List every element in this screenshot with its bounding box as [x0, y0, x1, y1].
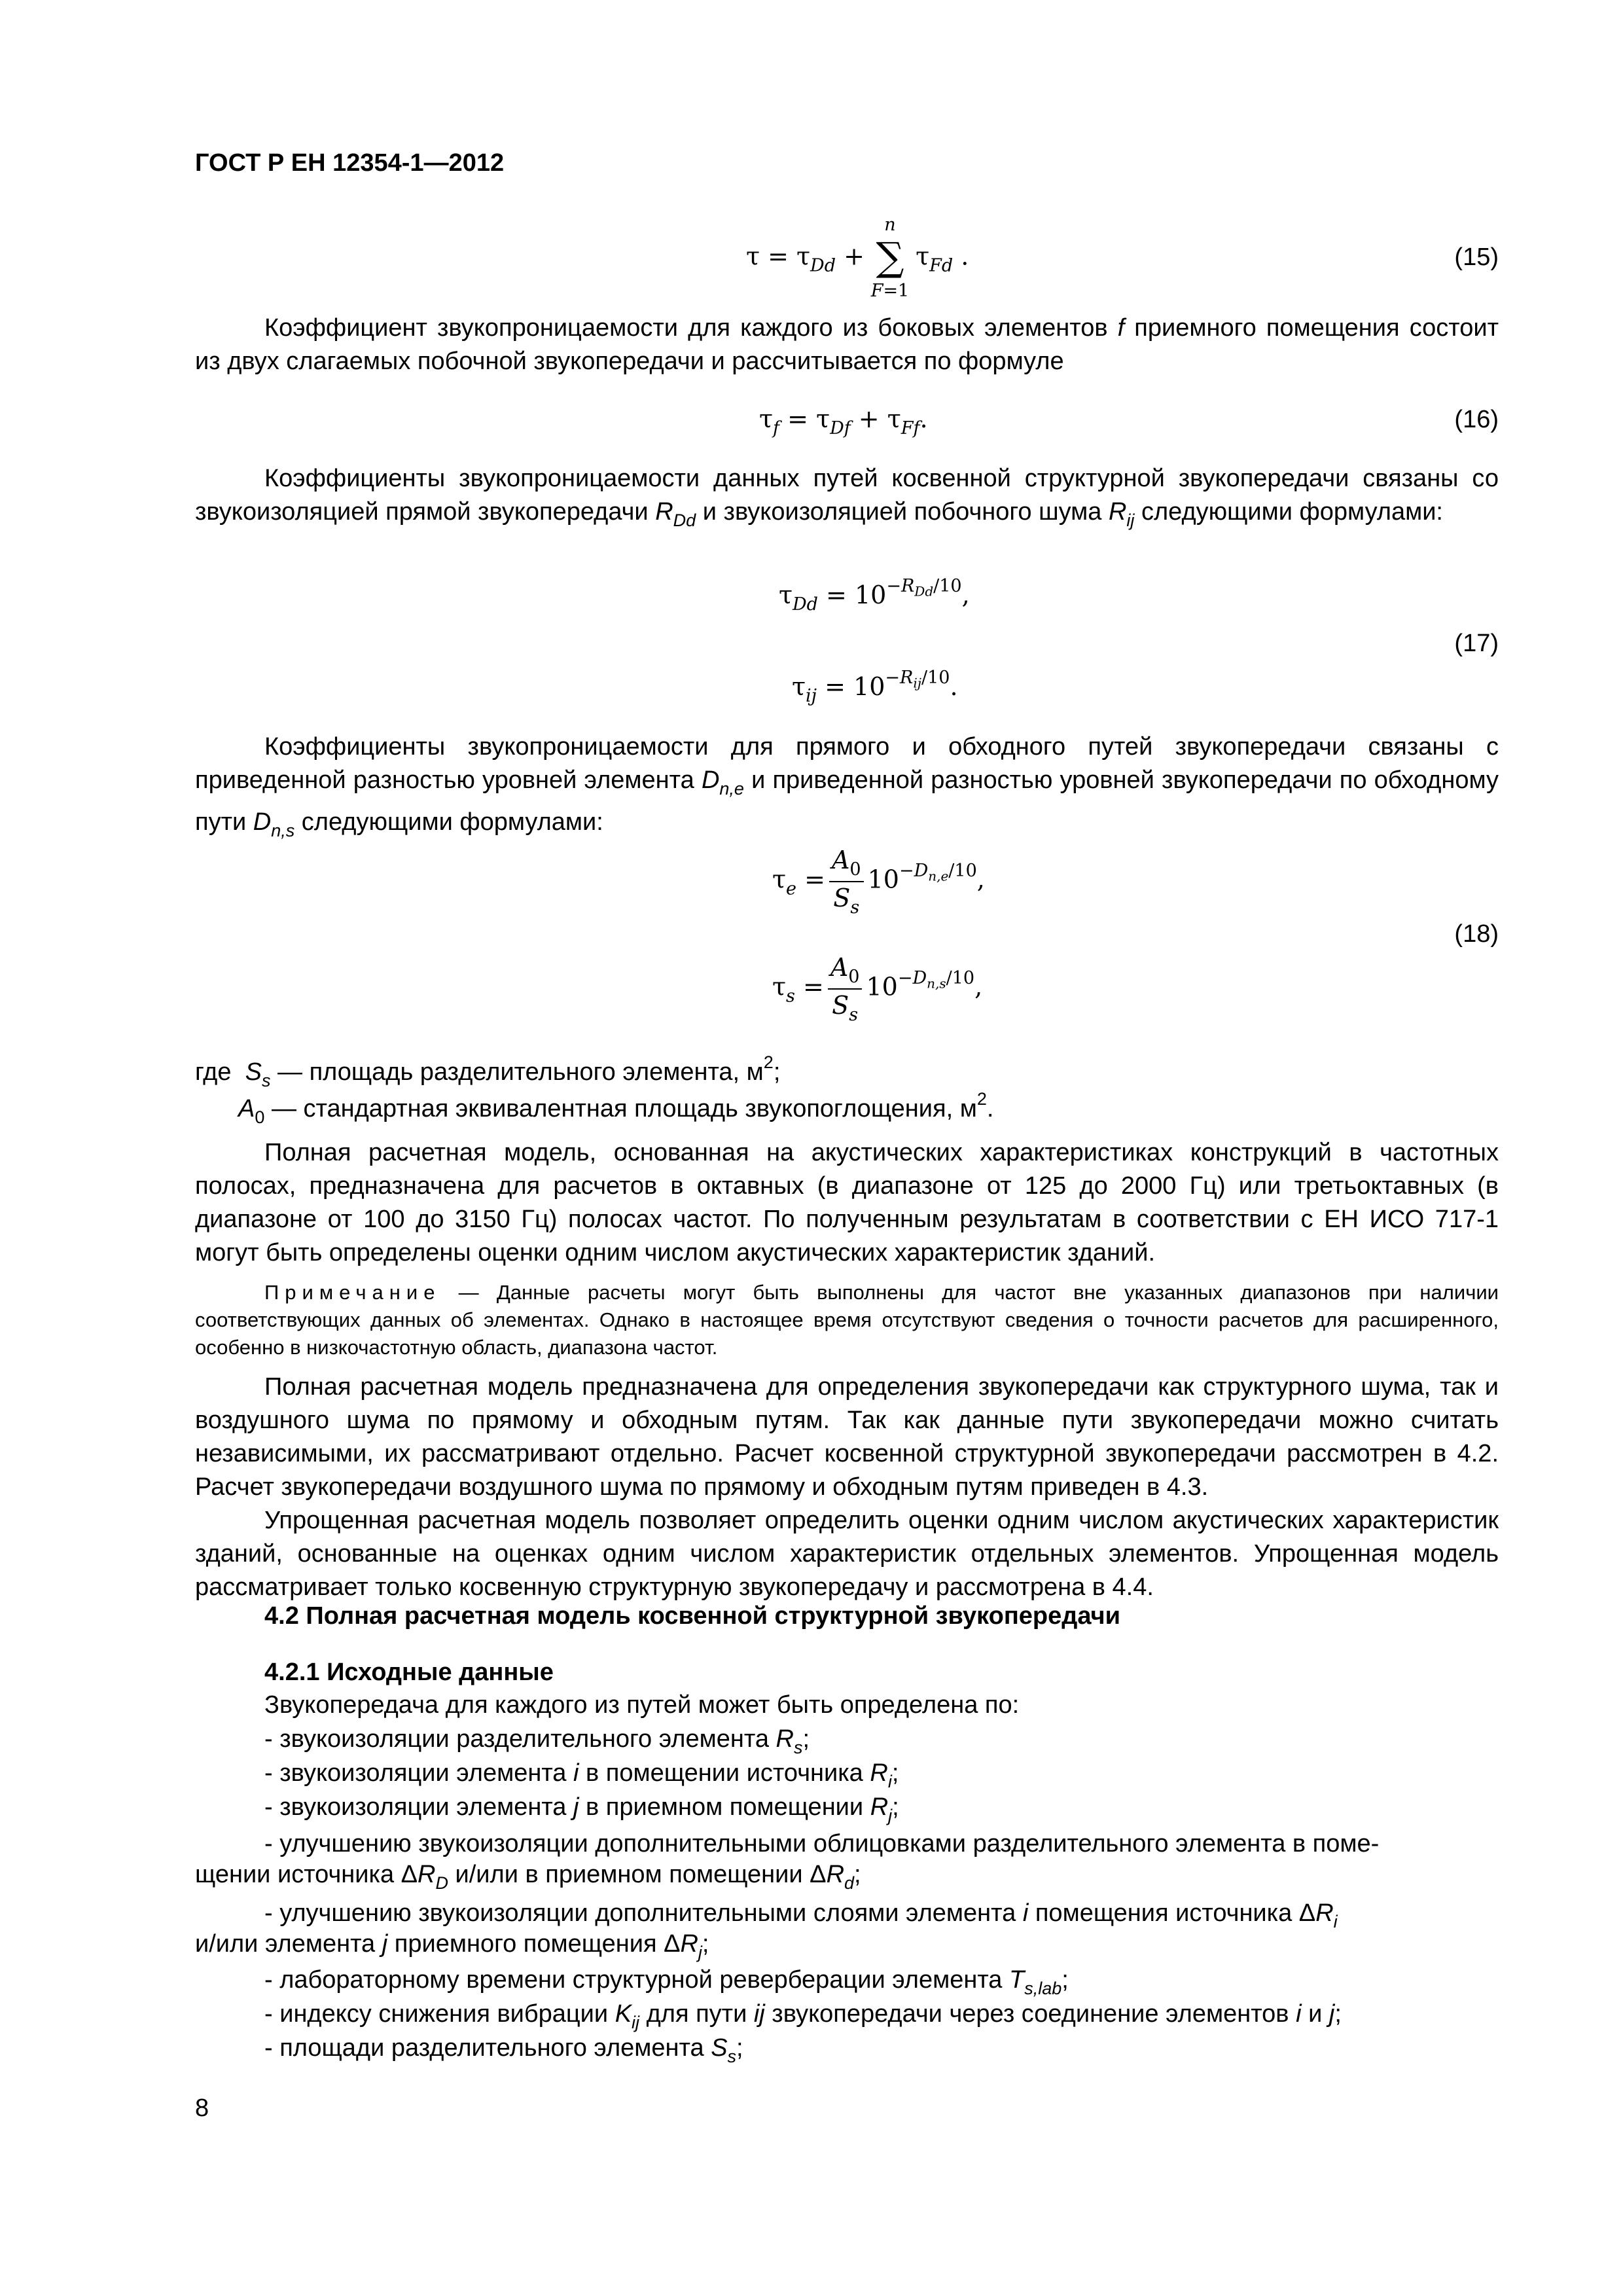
- formula-17b: $\tau_{ij} = 10^{-R_{ij}/10}$.: [792, 668, 958, 706]
- paragraph-full-model: Полная расчетная модель, основанная на акустических характеристиках конструкций в частотных полосах, предназначена для расчетов в октавных (в диапазоне от 125 до 2000 Гц) или третьоктавных (в диапазоне от 100 до 3150 Гц) полосах частот. По полученным результатам в соответствии с ЕН ИСО 717-1 могут быть определены оценки одним числом акустических характеристик зданий.: [195, 1139, 1499, 1266]
- paragraph-full-model-purpose: Полная расчетная модель предназначена для определения звукопередачи как структурного шума, так и воздушного шума по прямому и обходным путям. Так как данные пути звукопередачи можно считать независимыми, их рассматривают отдельно. Расчет косвенной структурной звукопередачи рассмотрен в 4.2. Расчет звукопередачи воздушного шума по прямому и обходным путям приведен в 4.3.: [195, 1373, 1499, 1501]
- list-item-continuation: щении источника $\Delta R_D$ и/или в приемном помещении $\Delta R_d$;: [195, 1861, 861, 1893]
- list-item: - индексу снижения вибрации $K_{ij}$ для пути ij звукопередачи через соединение элементов i и j;: [264, 2000, 1342, 2032]
- formula-15: $\tau = \tau_{Dd}$ + n ∑ F=1 $\tau_{Fd}$ .: [746, 215, 969, 301]
- list-item: - звукоизоляции элемента j в приемном помещении $R_j$;: [264, 1793, 899, 1825]
- note-label: Примечание: [264, 1281, 441, 1304]
- note-body: — Данные расчеты могут быть выполнены для частот вне указанных диапазонов при наличии соответствующих данных об элементах. Однако в настоящее время отсутствуют сведения о точности расчетов для расширенного, особенно в низкочастотную область, диапазона частот.: [195, 1281, 1499, 1359]
- equation-number-17: (17): [1454, 630, 1499, 657]
- equation-number-16: (16): [1454, 406, 1499, 433]
- list-item: - улучшению звукоизоляции дополнительными слоями элемента i помещения источника $\Delta R_i$: [264, 1899, 1338, 1931]
- input-data-intro: Звукопередача для каждого из путей может быть определена по:: [264, 1691, 1020, 1719]
- formula-18a: $\tau_e$ = $\frac{A_0}{S_s}$ $10^{-D_{n,e}/10}$,: [772, 846, 985, 918]
- paragraph-flanking-intro: Коэффициент звукопроницаемости для каждого из боковых элементов f приемного помещения состоит из двух слагаемых побочной звукопередачи и рассчитывается по формуле: [195, 314, 1499, 375]
- formula-18b: $\tau_s$ = $\frac{A_0}{S_s}$ $10^{-D_{n,s}/10}$,: [772, 953, 983, 1025]
- formula-16: $\tau_f = \tau_{Df} + \tau_{Ff}$.: [759, 404, 928, 439]
- paragraph-flanking-coefficients: Коэффициенты звукопроницаемости данных путей косвенной структурной звукопередачи связаны со звукоизоляцией прямой звукопередачи $R_{Dd}$ и звукоизоляцией побочного шума $R_{ij}$ следующими формулами:: [195, 465, 1499, 530]
- section-heading-4-2-1: 4.2.1 Исходные данные: [264, 1659, 554, 1686]
- list-item: - площади разделительного элемента $S_s$;: [264, 2034, 743, 2066]
- paragraph-simplified-model: Упрощенная расчетная модель позволяет определить оценки одним числом акустических характеристик зданий, основанные на оценках одним числом характеристик отдельных элементов. Упрощенная модель рассматривает только косвенную структурную звукопередачу и рассмотрена в 4.4.: [195, 1507, 1499, 1601]
- legend-a0: $A_0$ — стандартная эквивалентная площадь звукопоглощения, $м^2$.: [238, 1089, 994, 1127]
- formula-17a: $\tau_{Dd} = 10^{-R_{Dd}/10}$,: [779, 576, 970, 615]
- standard-header: ГОСТ Р ЕН 12354-1—2012: [195, 149, 505, 177]
- list-item: - звукоизоляции разделительного элемента $R_s$;: [264, 1725, 810, 1757]
- note: [195, 1279, 1499, 1361]
- paragraph-direct-coefficients: Коэффициенты звукопроницаемости для прямого и обходного путей звукопередачи связаны с приведенной разностью уровней элемента $D_{n,e}$ и приведенной разностью уровней звукопередачи по обходному пути $D_{n,s}$ следующими формулами:: [195, 733, 1499, 840]
- equation-number-18: (18): [1454, 920, 1499, 948]
- list-item: - звукоизоляции элемента i в помещении источника $R_i$;: [264, 1759, 899, 1791]
- list-item: - улучшению звукоизоляции дополнительными облицовками разделительного элемента в поме-: [264, 1830, 1380, 1857]
- section-heading-4-2: 4.2 Полная расчетная модель косвенной структурной звукопередачи: [264, 1602, 1120, 1630]
- equation-number-15: (15): [1454, 243, 1499, 271]
- list-item: - лабораторному времени структурной реверберации элемента $T_{s,lab}$;: [264, 1966, 1069, 1998]
- list-item-continuation: и/или элемента j приемного помещения $\Delta R_j$;: [195, 1930, 709, 1962]
- page-number: 8: [195, 2094, 209, 2122]
- legend-ss: где $S_s$ — площадь разделительного элемента, $м^2$;: [195, 1052, 781, 1090]
